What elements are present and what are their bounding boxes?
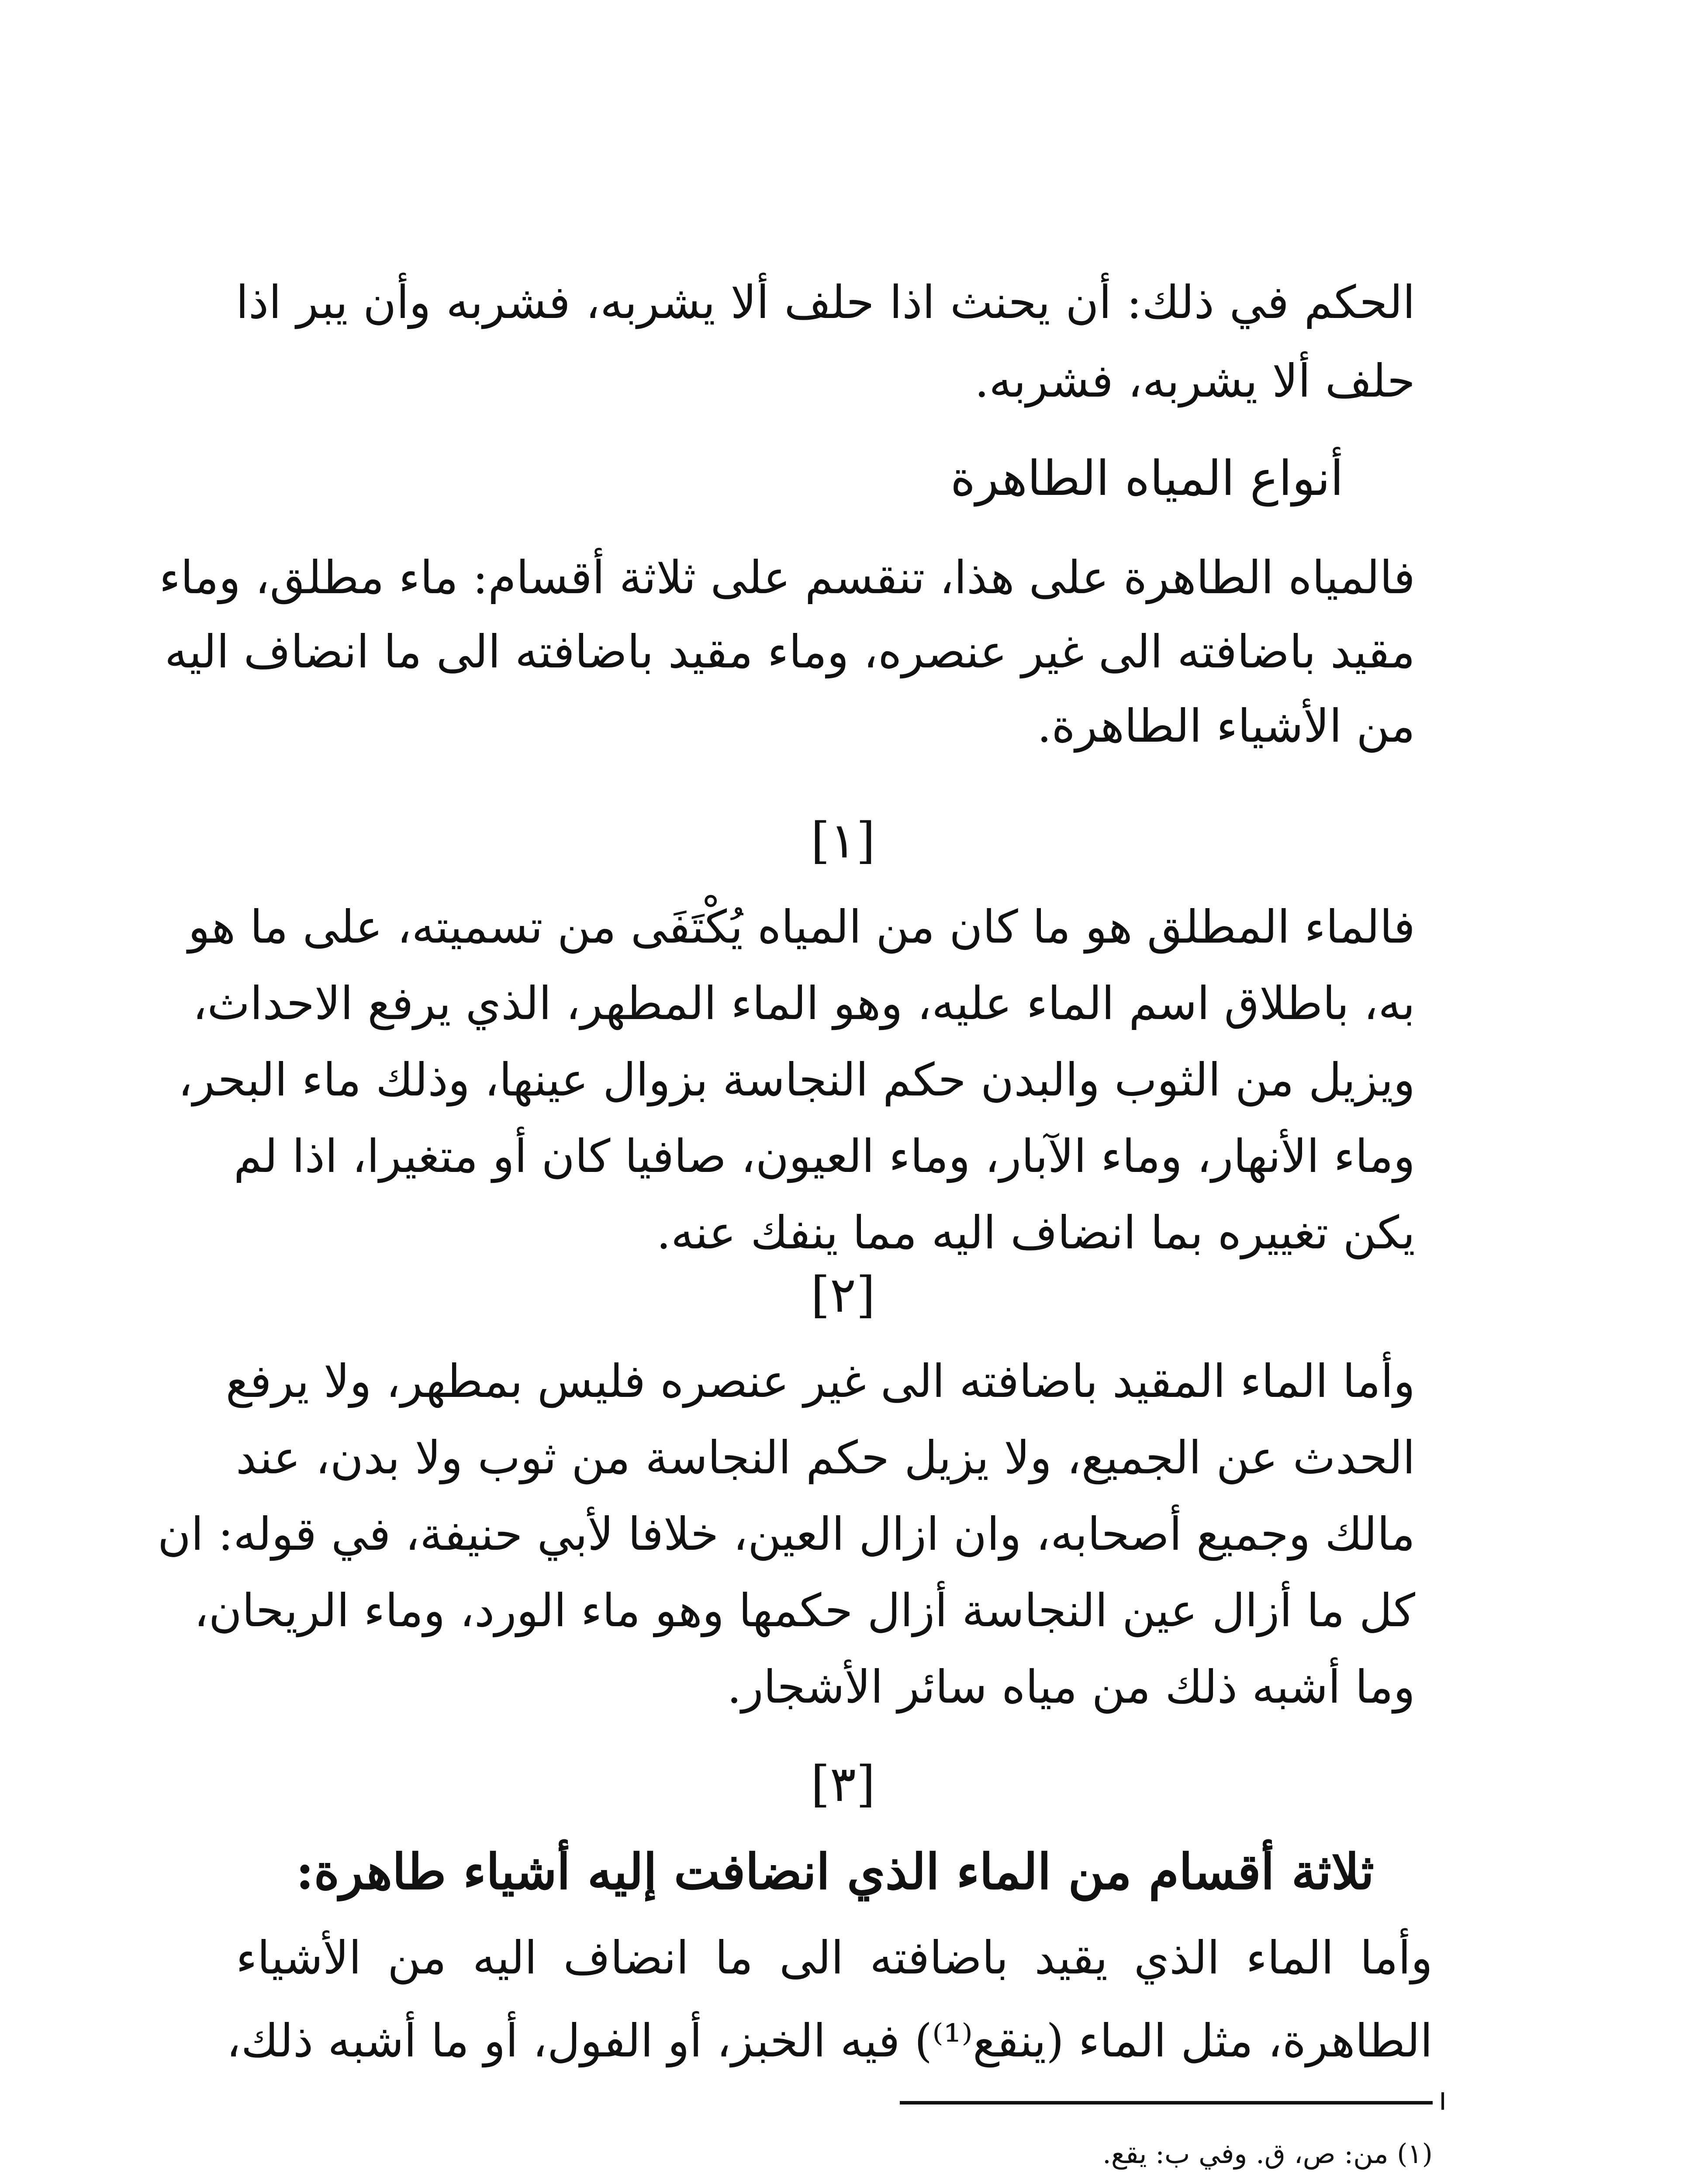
- intro-line-1: الحكم في ذلك: أن يحنث اذا حلف ألا يشربه، فشربه وأن يبر اذا: [236, 276, 1415, 329]
- section-marker-2: [٢]: [811, 1267, 875, 1324]
- para3-line-5: وما أشبه ذلك من مياه سائر الأشجار.: [727, 1660, 1415, 1714]
- para4-line-2: الطاهرة، مثل الماء (ينقع⁽¹⁾) فيه الخبز، أو الفول، أو ما أشبه ذلك،: [226, 2014, 1433, 2067]
- para1-line-3: من الأشياء الطاهرة.: [1037, 699, 1415, 753]
- para2-line-4: وماء الأنهار، وماء الآبار، وماء العيون، صافيا كان أو متغيرا، اذا لم: [233, 1130, 1415, 1183]
- footnote-separator: [900, 2101, 1433, 2105]
- para2-line-3: ويزيل من الثوب والبدن حكم النجاسة بزوال عينها، وذلك ماء البحر،: [178, 1053, 1415, 1106]
- para2-line-2: به، باطلاق اسم الماء عليه، وهو الماء المطهر، الذي يرفع الاحداث،: [192, 977, 1415, 1030]
- para3-line-1: وأما الماء المقيد باضافته الى غير عنصره فليس بمطهر، ولا يرفع: [225, 1355, 1415, 1408]
- para2-line-5: يكن تغييره بما انضاف اليه مما ينفك عنه.: [656, 1206, 1415, 1259]
- section-heading-water-types: أنواع المياه الطاهرة: [950, 450, 1344, 506]
- para4-line-1: وأما الماء الذي يقيد باضافته الى ما انضاف اليه من الأشياء: [236, 1931, 1433, 1984]
- para3-line-2: الحدث عن الجميع، ولا يزيل حكم النجاسة من ثوب ولا بدن، عند: [236, 1431, 1415, 1484]
- section-marker-1: [١]: [811, 812, 875, 869]
- para1-line-2: مقيد باضافته الى غير عنصره، وماء مقيد باضافته الى ما انضاف اليه: [164, 625, 1415, 678]
- section-marker-3: [٣]: [811, 1756, 875, 1813]
- para1-line-1: فالمياه الطاهرة على هذا، تنقسم على ثلاثة أقسام: ماء مطلق، وماء: [159, 551, 1415, 604]
- para3-line-3: مالك وجميع أصحابه، وان ازال العين، خلافا لأبي حنيفة، في قوله: ان: [157, 1507, 1415, 1561]
- footnote: (١) من: ص، ق. وفي ب: يقع.: [1102, 2138, 1433, 2170]
- section-heading-three-kinds: ثلاثة أقسام من الماء الذي انضافت إليه أشياء طاهرة:: [296, 1843, 1374, 1901]
- para2-line-1: فالماء المطلق هو ما كان من المياه يُكْتَفَى من تسميته، على ما هو: [188, 900, 1415, 954]
- intro-line-2: حلف ألا يشربه، فشربه.: [974, 354, 1415, 408]
- para3-line-4: كل ما أزال عين النجاسة أزال حكمها وهو ماء الورد، وماء الريحان،: [194, 1584, 1415, 1637]
- footnote-separator-tick: [1441, 2092, 1444, 2110]
